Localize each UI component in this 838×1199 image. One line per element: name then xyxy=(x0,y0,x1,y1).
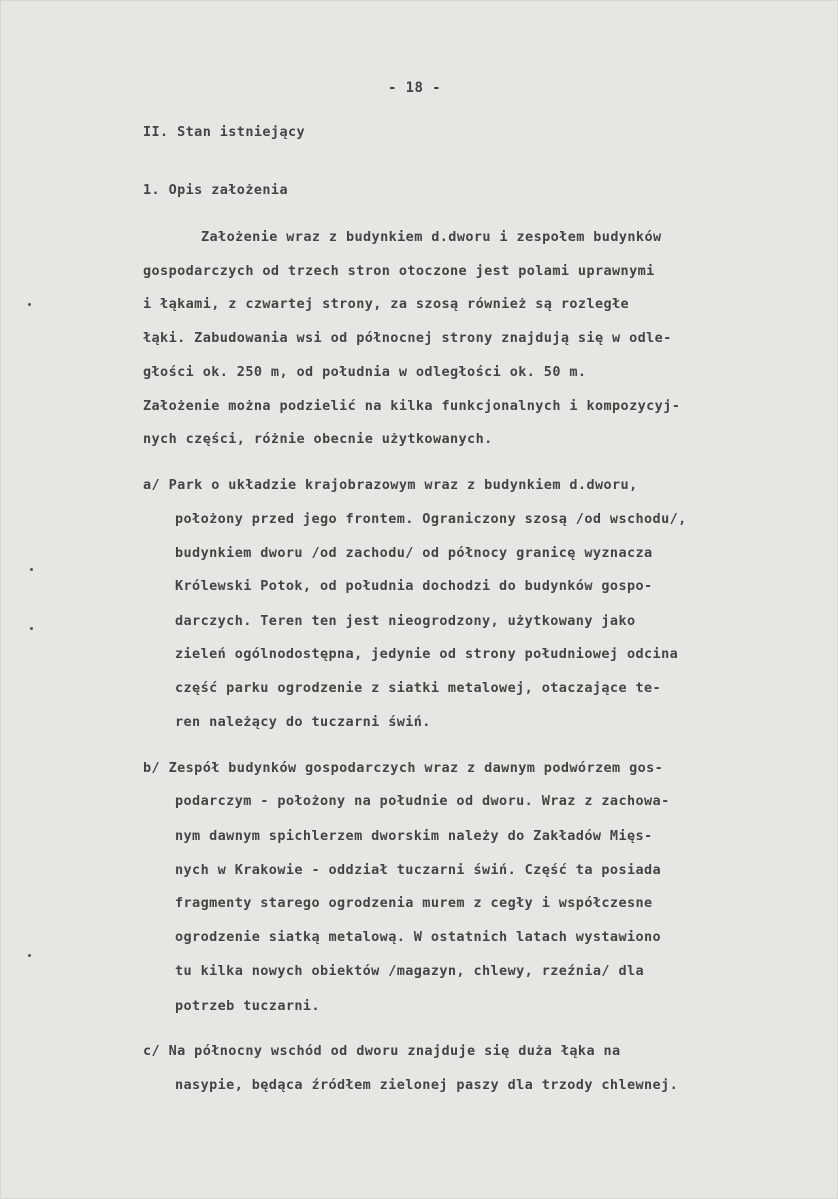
item-a-line: darczych. Teren ten jest nieogrodzony, użytkowany jako xyxy=(175,613,636,629)
item-b-line: fragmenty starego ogrodzenia murem z cegły i współczesne xyxy=(175,895,653,911)
item-b-line: potrzeb tuczarni. xyxy=(175,998,320,1014)
item-b-line: nych w Krakowie - oddział tuczarni świń. Część ta posiada xyxy=(175,862,662,878)
item-b-line: tu kilka nowych obiektów /magazyn, chlewy, rzeźnia/ dla xyxy=(175,963,645,979)
paragraph-line: Założenie można podzielić na kilka funkcjonalnych i kompozycyj- xyxy=(143,398,681,414)
section-heading: II. Stan istniejący xyxy=(143,124,306,140)
scan-speck xyxy=(28,954,31,957)
scan-speck xyxy=(30,568,33,571)
item-b-line: b/ Zespół budynków gospodarczych wraz z dawnym podwórzem gos- xyxy=(143,760,664,776)
item-a-line: Królewski Potok, od południa dochodzi do budynków gospo- xyxy=(175,578,653,594)
paragraph-line: głości ok. 250 m, od południa w odległości ok. 50 m. xyxy=(143,364,587,380)
item-a-line: położony przed jego frontem. Ograniczony szosą /od wschodu/, xyxy=(175,511,687,527)
item-a-line: ren należący do tuczarni świń. xyxy=(175,714,431,730)
page-number: - 18 - xyxy=(388,80,441,96)
item-b-line: podarczym - położony na południe od dworu. Wraz z zachowa- xyxy=(175,793,670,809)
scan-speck xyxy=(30,627,33,630)
paragraph-line: gospodarczych od trzech stron otoczone jest polami uprawnymi xyxy=(143,263,655,279)
item-a-line: a/ Park o układzie krajobrazowym wraz z budynkiem d.dworu, xyxy=(143,477,638,493)
subsection-heading: 1. Opis założenia xyxy=(143,182,288,198)
item-a-line: budynkiem dworu /od zachodu/ od północy granicę wyznacza xyxy=(175,545,653,561)
paragraph-line: Założenie wraz z budynkiem d.dworu i zespołem budynków xyxy=(201,229,662,245)
paragraph-line: nych części, różnie obecnie użytkowanych. xyxy=(143,431,493,447)
item-c-line: c/ Na północny wschód od dworu znajduje się duża łąka na xyxy=(143,1043,621,1059)
paragraph-line: i łąkami, z czwartej strony, za szosą również są rozległe xyxy=(143,296,630,312)
item-c-line: nasypie, będąca źródłem zielonej paszy dla trzody chlewnej. xyxy=(175,1077,679,1093)
item-a-line: część parku ogrodzenie z siatki metalowej, otaczające te- xyxy=(175,680,662,696)
scan-speck xyxy=(28,303,31,306)
item-b-line: ogrodzenie siatką metalową. W ostatnich latach wystawiono xyxy=(175,929,662,945)
item-a-line: zieleń ogólnodostępna, jedynie od strony południowej odcina xyxy=(175,646,679,662)
item-b-line: nym dawnym spichlerzem dworskim należy do Zakładów Mięs- xyxy=(175,828,653,844)
paragraph-line: łąki. Zabudowania wsi od północnej strony znajdują się w odle- xyxy=(143,330,672,346)
